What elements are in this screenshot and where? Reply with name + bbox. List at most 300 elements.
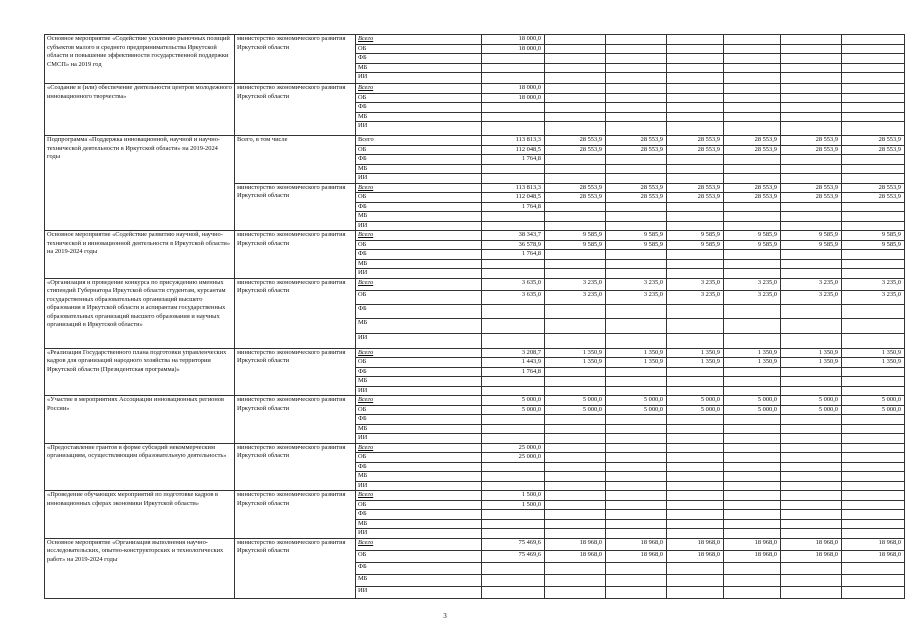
activity-name: Основное мероприятие «Содействие усилению рыночных позиций субъектов малого и среднего предпринимательства Иркутской области и повышение эффективности государственной поддержки СМСП» на 2019 год bbox=[45, 35, 235, 84]
amount-year bbox=[545, 93, 606, 103]
funding-source: ИИ bbox=[356, 481, 482, 491]
funding-source: ИИ bbox=[356, 122, 482, 136]
amount-year bbox=[667, 574, 724, 586]
amount-year: 28 553,9 bbox=[781, 136, 842, 146]
responsible-executor: министерство экономического развития Иркутской области bbox=[235, 183, 356, 231]
amount-year bbox=[781, 44, 842, 54]
amount-year bbox=[842, 529, 905, 539]
amount-year bbox=[545, 434, 606, 444]
amount-year bbox=[781, 377, 842, 387]
amount-year bbox=[667, 112, 724, 122]
amount-year bbox=[545, 367, 606, 377]
funding-source: МБ bbox=[356, 318, 482, 333]
amount-total bbox=[482, 103, 545, 113]
amount-year bbox=[842, 221, 905, 231]
amount-total bbox=[482, 174, 545, 184]
amount-year: 5 000,0 bbox=[545, 396, 606, 406]
amount-total bbox=[482, 212, 545, 222]
amount-year bbox=[781, 434, 842, 444]
amount-year bbox=[724, 434, 781, 444]
amount-year bbox=[724, 93, 781, 103]
amount-year bbox=[842, 562, 905, 574]
table-row bbox=[45, 231, 905, 241]
amount-year bbox=[606, 174, 667, 184]
amount-year bbox=[724, 212, 781, 222]
amount-year bbox=[842, 434, 905, 444]
amount-total bbox=[482, 586, 545, 598]
responsible-executor: министерство экономического развития Иркутской области bbox=[235, 84, 356, 136]
table-row bbox=[45, 538, 905, 550]
amount-year: 1 350,9 bbox=[606, 348, 667, 358]
amount-year bbox=[545, 377, 606, 387]
amount-year bbox=[606, 155, 667, 165]
amount-year bbox=[606, 500, 667, 510]
amount-year: 5 000,0 bbox=[545, 405, 606, 415]
amount-year bbox=[545, 164, 606, 174]
amount-year bbox=[667, 73, 724, 84]
funding-source: ФБ bbox=[356, 415, 482, 425]
amount-year bbox=[667, 54, 724, 64]
amount-year bbox=[606, 304, 667, 318]
responsible-executor: министерство экономического развития Иркутской области bbox=[235, 278, 356, 348]
amount-year bbox=[667, 491, 724, 501]
amount-year bbox=[842, 586, 905, 598]
funding-source: Всего bbox=[356, 278, 482, 290]
amount-total: 18 000,0 bbox=[482, 84, 545, 94]
responsible-executor: министерство экономического развития Иркутской области bbox=[235, 396, 356, 444]
responsible-executor: министерство экономического развития Иркутской области bbox=[235, 443, 356, 491]
amount-year bbox=[781, 472, 842, 482]
amount-year bbox=[724, 304, 781, 318]
amount-year bbox=[606, 103, 667, 113]
amount-year: 18 968,0 bbox=[724, 550, 781, 562]
amount-year bbox=[545, 472, 606, 482]
amount-year bbox=[724, 103, 781, 113]
funding-source: ИИ bbox=[356, 333, 482, 348]
funding-source: ФБ bbox=[356, 304, 482, 318]
amount-total: 1 764,8 bbox=[482, 155, 545, 165]
amount-year bbox=[667, 500, 724, 510]
amount-year bbox=[667, 259, 724, 269]
amount-total bbox=[482, 562, 545, 574]
amount-year bbox=[781, 155, 842, 165]
amount-year bbox=[667, 250, 724, 260]
amount-year bbox=[667, 472, 724, 482]
amount-year bbox=[606, 386, 667, 396]
amount-year bbox=[781, 164, 842, 174]
amount-year bbox=[667, 377, 724, 387]
amount-year bbox=[842, 212, 905, 222]
amount-year: 18 968,0 bbox=[545, 538, 606, 550]
amount-year bbox=[842, 269, 905, 279]
amount-year bbox=[606, 112, 667, 122]
amount-year: 5 000,0 bbox=[667, 396, 724, 406]
funding-source: МБ bbox=[356, 164, 482, 174]
amount-year bbox=[842, 174, 905, 184]
funding-source: ФБ bbox=[356, 250, 482, 260]
amount-year bbox=[667, 221, 724, 231]
funding-source: ОБ bbox=[356, 44, 482, 54]
amount-year bbox=[842, 304, 905, 318]
amount-year bbox=[724, 174, 781, 184]
amount-year: 28 553,9 bbox=[781, 183, 842, 193]
amount-total: 3 635,0 bbox=[482, 290, 545, 304]
amount-year bbox=[667, 122, 724, 136]
funding-source: ОБ bbox=[356, 358, 482, 368]
funding-source: ИИ bbox=[356, 221, 482, 231]
amount-total bbox=[482, 221, 545, 231]
amount-year bbox=[667, 93, 724, 103]
funding-source: ОБ bbox=[356, 550, 482, 562]
amount-year bbox=[781, 367, 842, 377]
amount-year bbox=[545, 84, 606, 94]
amount-year bbox=[667, 510, 724, 520]
amount-year bbox=[606, 63, 667, 73]
responsible-executor: министерство экономического развития Иркутской области bbox=[235, 538, 356, 598]
amount-year bbox=[545, 453, 606, 463]
amount-year bbox=[842, 164, 905, 174]
table-row bbox=[45, 443, 905, 453]
amount-year: 3 235,0 bbox=[842, 278, 905, 290]
amount-year: 3 235,0 bbox=[667, 278, 724, 290]
amount-year bbox=[667, 44, 724, 54]
amount-total: 112 048,5 bbox=[482, 145, 545, 155]
amount-total bbox=[482, 304, 545, 318]
amount-year bbox=[606, 269, 667, 279]
amount-year: 18 968,0 bbox=[606, 550, 667, 562]
amount-year bbox=[606, 318, 667, 333]
funding-source: Всего bbox=[356, 35, 482, 45]
amount-year: 1 350,9 bbox=[781, 348, 842, 358]
amount-year bbox=[545, 519, 606, 529]
amount-year: 3 235,0 bbox=[781, 290, 842, 304]
funding-source: Всего bbox=[356, 396, 482, 406]
amount-year bbox=[842, 415, 905, 425]
activity-name: Подпрограмма «Поддержка инновационной, научной и научно-технической деятельности в Иркутской области» на 2019-2024 годы bbox=[45, 136, 235, 231]
amount-year bbox=[781, 415, 842, 425]
amount-year: 3 235,0 bbox=[545, 290, 606, 304]
amount-year bbox=[545, 500, 606, 510]
amount-year bbox=[606, 212, 667, 222]
amount-year: 18 968,0 bbox=[724, 538, 781, 550]
amount-year bbox=[545, 424, 606, 434]
amount-year bbox=[667, 415, 724, 425]
amount-year bbox=[667, 164, 724, 174]
amount-year bbox=[724, 443, 781, 453]
amount-year bbox=[606, 434, 667, 444]
amount-year bbox=[606, 84, 667, 94]
funding-source: МБ bbox=[356, 259, 482, 269]
amount-year bbox=[606, 424, 667, 434]
amount-year bbox=[781, 491, 842, 501]
amount-total: 5 000,0 bbox=[482, 396, 545, 406]
amount-year bbox=[842, 122, 905, 136]
amount-year: 28 553,9 bbox=[667, 136, 724, 146]
amount-year: 28 553,9 bbox=[667, 183, 724, 193]
funding-source: ФБ bbox=[356, 103, 482, 113]
amount-total: 18 000,0 bbox=[482, 44, 545, 54]
amount-year bbox=[842, 318, 905, 333]
amount-year bbox=[724, 574, 781, 586]
amount-total bbox=[482, 415, 545, 425]
amount-year bbox=[842, 519, 905, 529]
amount-year bbox=[545, 562, 606, 574]
amount-year bbox=[545, 122, 606, 136]
amount-year bbox=[545, 333, 606, 348]
amount-total bbox=[482, 481, 545, 491]
amount-year: 3 235,0 bbox=[724, 290, 781, 304]
amount-year: 1 350,9 bbox=[842, 348, 905, 358]
amount-year: 28 553,9 bbox=[667, 145, 724, 155]
amount-year bbox=[545, 318, 606, 333]
page-number: 3 bbox=[443, 612, 447, 620]
funding-source: ФБ bbox=[356, 462, 482, 472]
amount-year bbox=[724, 84, 781, 94]
amount-year bbox=[545, 212, 606, 222]
amount-year: 5 000,0 bbox=[667, 405, 724, 415]
funding-source: МБ bbox=[356, 63, 482, 73]
amount-year bbox=[667, 333, 724, 348]
amount-year bbox=[545, 529, 606, 539]
amount-year: 9 585,9 bbox=[842, 231, 905, 241]
amount-total bbox=[482, 377, 545, 387]
funding-source: МБ bbox=[356, 424, 482, 434]
funding-source: Всего bbox=[356, 136, 482, 146]
amount-year: 28 553,9 bbox=[781, 145, 842, 155]
amount-year bbox=[667, 63, 724, 73]
amount-year bbox=[606, 259, 667, 269]
amount-total bbox=[482, 333, 545, 348]
funding-source: Всего bbox=[356, 443, 482, 453]
amount-year bbox=[724, 415, 781, 425]
funding-source: ФБ bbox=[356, 367, 482, 377]
funding-source: МБ bbox=[356, 574, 482, 586]
funding-source: ИИ bbox=[356, 73, 482, 84]
amount-total: 113 813,3 bbox=[482, 183, 545, 193]
amount-year: 28 553,9 bbox=[842, 193, 905, 203]
funding-source: ОБ bbox=[356, 145, 482, 155]
amount-year bbox=[606, 510, 667, 520]
amount-year bbox=[781, 562, 842, 574]
funding-source: Всего bbox=[356, 183, 482, 193]
amount-year bbox=[606, 472, 667, 482]
amount-year: 1 350,9 bbox=[724, 348, 781, 358]
amount-year: 28 553,9 bbox=[724, 136, 781, 146]
amount-year: 18 968,0 bbox=[781, 550, 842, 562]
amount-year bbox=[667, 586, 724, 598]
amount-year: 9 585,9 bbox=[545, 240, 606, 250]
amount-year bbox=[667, 84, 724, 94]
amount-total: 1 443,9 bbox=[482, 358, 545, 368]
amount-year: 28 553,9 bbox=[545, 145, 606, 155]
amount-year bbox=[842, 443, 905, 453]
amount-total bbox=[482, 259, 545, 269]
amount-year bbox=[724, 54, 781, 64]
budget-table bbox=[44, 34, 905, 599]
funding-source: ИИ bbox=[356, 269, 482, 279]
amount-year bbox=[545, 259, 606, 269]
funding-source: Всего bbox=[356, 84, 482, 94]
responsible-executor: министерство экономического развития Иркутской области bbox=[235, 35, 356, 84]
amount-year: 18 968,0 bbox=[545, 550, 606, 562]
amount-year bbox=[842, 84, 905, 94]
amount-total: 1 500,0 bbox=[482, 500, 545, 510]
activity-name: «Создание и (или) обеспечение деятельности центров молодежного инновационного творчества» bbox=[45, 84, 235, 136]
amount-year: 3 235,0 bbox=[724, 278, 781, 290]
amount-year: 18 968,0 bbox=[781, 538, 842, 550]
amount-year bbox=[842, 63, 905, 73]
amount-year bbox=[606, 453, 667, 463]
amount-year bbox=[781, 574, 842, 586]
amount-total bbox=[482, 122, 545, 136]
table-row bbox=[45, 84, 905, 94]
amount-year bbox=[667, 424, 724, 434]
funding-source: ФБ bbox=[356, 202, 482, 212]
amount-total bbox=[482, 529, 545, 539]
amount-year: 1 350,9 bbox=[781, 358, 842, 368]
amount-year: 28 553,9 bbox=[545, 193, 606, 203]
amount-year bbox=[667, 386, 724, 396]
table-row bbox=[45, 278, 905, 290]
activity-name: «Предоставление грантов в форме субсидий некоммерческим организациям, осуществляющим образовательную деятельность» bbox=[45, 443, 235, 491]
funding-source: ОБ bbox=[356, 453, 482, 463]
amount-year: 28 553,9 bbox=[724, 193, 781, 203]
amount-year bbox=[781, 519, 842, 529]
amount-year bbox=[781, 586, 842, 598]
amount-year: 28 553,9 bbox=[667, 193, 724, 203]
amount-year bbox=[667, 529, 724, 539]
amount-year bbox=[842, 453, 905, 463]
amount-year bbox=[842, 481, 905, 491]
amount-year: 28 553,9 bbox=[606, 136, 667, 146]
amount-year bbox=[545, 73, 606, 84]
amount-year bbox=[545, 386, 606, 396]
funding-source: ФБ bbox=[356, 510, 482, 520]
amount-year bbox=[545, 35, 606, 45]
amount-year bbox=[842, 259, 905, 269]
amount-year bbox=[781, 424, 842, 434]
amount-year bbox=[606, 221, 667, 231]
amount-year bbox=[724, 122, 781, 136]
amount-year bbox=[781, 462, 842, 472]
activity-name: «Реализация Государственного плана подготовки управленческих кадров для организаций народного хозяйства на территории Иркутской области (Президентская программа)» bbox=[45, 348, 235, 396]
amount-year: 28 553,9 bbox=[606, 145, 667, 155]
amount-year bbox=[842, 386, 905, 396]
amount-year bbox=[724, 367, 781, 377]
amount-year: 28 553,9 bbox=[545, 136, 606, 146]
amount-year bbox=[781, 103, 842, 113]
amount-year bbox=[842, 462, 905, 472]
amount-year bbox=[781, 333, 842, 348]
amount-year bbox=[606, 122, 667, 136]
funding-source: Всего bbox=[356, 538, 482, 550]
amount-year bbox=[842, 112, 905, 122]
amount-year: 9 585,9 bbox=[667, 240, 724, 250]
amount-year bbox=[724, 112, 781, 122]
amount-year bbox=[842, 202, 905, 212]
funding-source: ИИ bbox=[356, 586, 482, 598]
responsible-executor: министерство экономического развития Иркутской области bbox=[235, 491, 356, 539]
funding-source: ОБ bbox=[356, 290, 482, 304]
amount-year bbox=[667, 367, 724, 377]
amount-year: 28 553,9 bbox=[842, 183, 905, 193]
amount-year: 28 553,9 bbox=[724, 145, 781, 155]
funding-source: ОБ bbox=[356, 93, 482, 103]
amount-year: 9 585,9 bbox=[606, 240, 667, 250]
funding-source: МБ bbox=[356, 519, 482, 529]
amount-total bbox=[482, 164, 545, 174]
amount-year bbox=[606, 491, 667, 501]
amount-year: 3 235,0 bbox=[545, 278, 606, 290]
funding-source: МБ bbox=[356, 472, 482, 482]
amount-year bbox=[724, 424, 781, 434]
amount-year: 28 553,9 bbox=[842, 136, 905, 146]
funding-source: ИИ bbox=[356, 529, 482, 539]
amount-year bbox=[842, 574, 905, 586]
funding-source: ФБ bbox=[356, 54, 482, 64]
amount-year: 3 235,0 bbox=[781, 278, 842, 290]
funding-source: ИИ bbox=[356, 386, 482, 396]
amount-year bbox=[724, 202, 781, 212]
amount-year bbox=[545, 54, 606, 64]
activity-name: «Проведение обучающих мероприятий по подготовке кадров в инновационных сферах экономики Иркутской области» bbox=[45, 491, 235, 539]
amount-year bbox=[667, 155, 724, 165]
amount-year bbox=[667, 174, 724, 184]
activity-name: Основное мероприятие «Организация выполнения научно-исследовательских, опытно-конструкторских и технологических работ» на 2019-2024 годы bbox=[45, 538, 235, 598]
amount-total: 38 343,7 bbox=[482, 231, 545, 241]
amount-year bbox=[724, 491, 781, 501]
amount-year bbox=[781, 212, 842, 222]
amount-year: 9 585,9 bbox=[842, 240, 905, 250]
amount-year bbox=[667, 103, 724, 113]
amount-year bbox=[667, 434, 724, 444]
amount-year bbox=[724, 453, 781, 463]
amount-year bbox=[606, 367, 667, 377]
funding-source: ФБ bbox=[356, 155, 482, 165]
amount-total bbox=[482, 73, 545, 84]
amount-year: 5 000,0 bbox=[781, 396, 842, 406]
amount-year bbox=[781, 481, 842, 491]
amount-year bbox=[724, 377, 781, 387]
amount-year bbox=[667, 519, 724, 529]
amount-year: 5 000,0 bbox=[724, 396, 781, 406]
amount-year bbox=[667, 304, 724, 318]
funding-source: Всего bbox=[356, 348, 482, 358]
amount-total: 113 813,3 bbox=[482, 136, 545, 146]
responsible-executor: Всего, в том числе bbox=[235, 136, 356, 184]
amount-year bbox=[606, 586, 667, 598]
amount-year: 5 000,0 bbox=[842, 405, 905, 415]
amount-year: 28 553,9 bbox=[724, 183, 781, 193]
amount-year bbox=[667, 562, 724, 574]
amount-year: 1 350,9 bbox=[667, 358, 724, 368]
funding-source: Всего bbox=[356, 231, 482, 241]
table-row bbox=[45, 35, 905, 45]
amount-year: 5 000,0 bbox=[606, 405, 667, 415]
amount-year bbox=[724, 155, 781, 165]
amount-year bbox=[667, 462, 724, 472]
amount-year bbox=[781, 250, 842, 260]
amount-year bbox=[724, 510, 781, 520]
amount-year bbox=[781, 122, 842, 136]
amount-total: 75 469,6 bbox=[482, 538, 545, 550]
amount-year bbox=[606, 519, 667, 529]
amount-year bbox=[724, 35, 781, 45]
amount-year: 1 350,9 bbox=[606, 358, 667, 368]
amount-year: 1 350,9 bbox=[842, 358, 905, 368]
amount-year bbox=[724, 164, 781, 174]
amount-year bbox=[606, 54, 667, 64]
